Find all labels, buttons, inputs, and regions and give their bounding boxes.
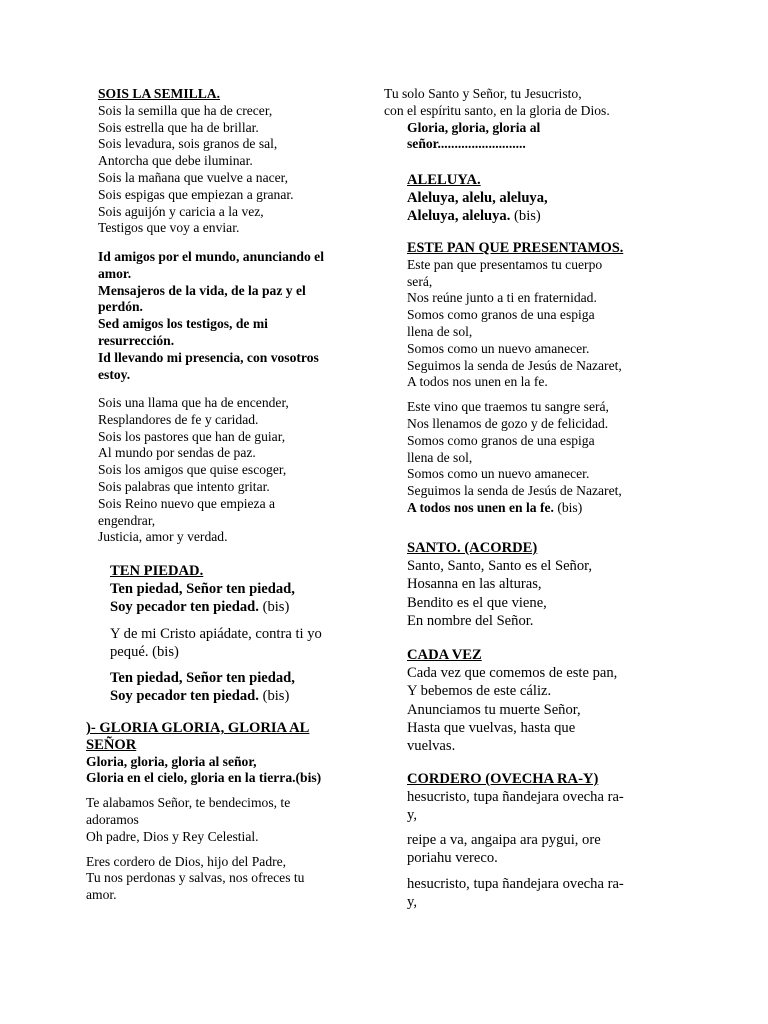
lyric-line: Sois levadura, sois granos de sal, — [98, 136, 278, 152]
lyric-line: Seguimos la senda de Jesús de Nazaret, — [407, 483, 622, 499]
song-este-pan — [407, 240, 623, 517]
lyric-line: Cada vez que comemos de este pan, — [407, 665, 618, 682]
lyric-line: Justicia, amor y verdad. — [98, 529, 228, 545]
lyric-line: Y de mi Cristo apiádate, contra ti yo — [110, 625, 322, 642]
lyric-line: Somos como granos de una espiga — [407, 307, 595, 323]
lyric-line: Somos como granos de una espiga — [407, 432, 595, 448]
lyric-line: pequé. (bis) — [110, 643, 179, 660]
lyric-line: con el espíritu santo, en la gloria de Dios. — [384, 102, 610, 118]
lyric-line: Sois Reino nuevo que empieza a — [98, 495, 276, 511]
song-title: )- GLORIA GLORIA, GLORIA AL — [86, 720, 310, 736]
lyric-line: llena de sol, — [407, 323, 473, 339]
sois-chorus — [98, 249, 324, 383]
chorus-line: Mensajeros de la vida, de la paz y el — [98, 282, 306, 298]
lyric-line: Gloria, gloria, gloria al — [407, 119, 541, 135]
lyric-line: hesucristo, tupa ñandejara ovecha ra- — [407, 876, 624, 893]
lyric-line: Sois espigas que empiezan a granar. — [98, 186, 294, 202]
lyric-line: y, — [407, 894, 417, 911]
song-aleluya — [407, 171, 548, 226]
lyric-line: Sois los amigos que quise escoger, — [98, 462, 287, 478]
lyric-line: Antorcha que debe iluminar. — [98, 153, 253, 169]
lyric-line: Aleluya, aleluya. — [407, 208, 511, 225]
lyric-line: llena de sol, — [407, 449, 473, 465]
lyric-line: será, — [407, 273, 433, 289]
lyric-line: Bendito es el que viene, — [407, 594, 547, 611]
lyric-line: Sois la mañana que vuelve a nacer, — [98, 169, 289, 185]
song-cordero — [407, 770, 624, 911]
song-santo — [407, 539, 592, 630]
lyric-line: Hasta que vuelvas, hasta que — [407, 719, 576, 736]
bis-marker: (bis) — [262, 688, 290, 705]
song-title: CADA VEZ — [407, 647, 482, 663]
lyric-line: Sois estrella que ha de brillar. — [98, 119, 259, 135]
lyric-line: Sois una llama que ha de encender, — [98, 395, 289, 410]
lyric-line: A todos nos unen en la fe. — [407, 374, 548, 390]
lyric-line: Testigos que voy a enviar. — [98, 220, 240, 236]
lyric-line: Resplandores de fe y caridad. — [98, 411, 259, 427]
lyric-line: engendrar, — [98, 512, 156, 528]
lyric-line: Soy pecador ten piedad. — [110, 688, 259, 705]
chorus-line: Gloria, gloria, gloria al señor, — [86, 753, 257, 769]
lyric-line: Y bebemos de este cáliz. — [407, 683, 552, 700]
chorus-line: Sed amigos los testigos, de mi — [98, 316, 268, 332]
lyric-line: Hosanna en las alturas, — [407, 576, 542, 593]
lyric-line: Sois la semilla que ha de crecer, — [98, 102, 273, 118]
lyric-line: Ten piedad, Señor ten piedad, — [110, 581, 295, 598]
song-title: CORDERO (OVECHA RA-Y) — [407, 771, 599, 787]
lyric-line: Santo, Santo, Santo es el Señor, — [407, 558, 593, 575]
chorus-line: resurrección. — [98, 332, 175, 348]
lyric-line: poriahu vereco. — [407, 849, 498, 866]
lyric-line: Ten piedad, Señor ten piedad, — [110, 670, 295, 687]
lyric-line: Tu nos perdonas y salvas, nos ofreces tu — [86, 870, 305, 886]
bis-marker: (bis) — [262, 599, 290, 616]
lyric-line: reipe a va, angaipa ara pygui, ore — [407, 831, 601, 848]
lyric-line: vuelvas. — [407, 738, 456, 755]
song-gloria — [86, 720, 321, 904]
lyric-line: Aleluya, alelu, aleluya, — [407, 190, 548, 207]
lyric-line: Nos llenamos de gozo y de felicidad. — [407, 415, 609, 431]
bis-marker: (bis) — [557, 499, 583, 515]
lyric-line: Sois aguijón y caricia a la vez, — [98, 203, 264, 219]
lyric-line: Al mundo por sendas de paz. — [98, 445, 256, 461]
lyric-line: Somos como un nuevo amanecer. — [407, 340, 590, 356]
lyric-line: y, — [407, 807, 417, 824]
lyric-line: Soy pecador ten piedad. — [110, 599, 259, 616]
sois-verse-2 — [98, 395, 289, 546]
bis-marker: (bis) — [514, 208, 541, 225]
song-title: TEN PIEDAD. — [110, 563, 204, 579]
lyric-line: amor. — [86, 887, 117, 903]
song-title-cont: SEÑOR — [86, 736, 137, 753]
song-title: ALELUYA. — [407, 172, 481, 188]
chorus-line: perdón. — [98, 299, 143, 315]
lyric-line: Anunciamos tu muerte Señor, — [407, 701, 581, 718]
chorus-line: estoy. — [98, 366, 131, 382]
lyric-line: Este vino que traemos tu sangre será, — [407, 399, 609, 415]
chorus-line: Id amigos por el mundo, anunciando el — [98, 249, 324, 264]
lyric-line: señor.......................... — [407, 136, 526, 152]
song-ten-piedad — [110, 562, 322, 705]
lyric-line: hesucristo, tupa ñandejara ovecha ra- — [407, 789, 624, 806]
song-title: ESTE PAN QUE PRESENTAMOS. — [407, 240, 624, 256]
chorus-line: Gloria en el cielo, gloria en la tierra.(bis) — [86, 770, 322, 786]
lyric-line: Oh padre, Dios y Rey Celestial. — [86, 828, 259, 844]
lyric-line: adoramos — [86, 811, 139, 827]
lyric-line: Este pan que presentamos tu cuerpo — [407, 256, 603, 272]
lyric-line: Te alabamos Señor, te bendecimos, te — [86, 795, 291, 811]
lyric-line: Sois palabras que intento gritar. — [98, 478, 270, 494]
lyric-line: Tu solo Santo y Señor, tu Jesucristo, — [384, 86, 582, 101]
lyric-line: Seguimos la senda de Jesús de Nazaret, — [407, 357, 622, 373]
song-sois-la-semilla — [98, 86, 294, 237]
lyric-line: A todos nos unen en la fe. — [407, 499, 554, 515]
song-title: SANTO. (ACORDE) — [407, 540, 538, 556]
song-title: SOIS LA SEMILLA. — [98, 86, 221, 101]
lyric-line: Eres cordero de Dios, hijo del Padre, — [86, 853, 287, 869]
chorus-line: amor. — [98, 265, 132, 281]
gloria-continued — [384, 86, 610, 153]
lyric-line: Nos reúne junto a ti en fraternidad. — [407, 290, 597, 306]
chorus-line: Id llevando mi presencia, con vosotros — [98, 349, 319, 365]
lyric-line: Somos como un nuevo amanecer. — [407, 466, 590, 482]
song-cada-vez — [407, 646, 617, 755]
lyric-line: Sois los pastores que han de guiar, — [98, 428, 286, 444]
lyric-line: En nombre del Señor. — [407, 612, 534, 629]
